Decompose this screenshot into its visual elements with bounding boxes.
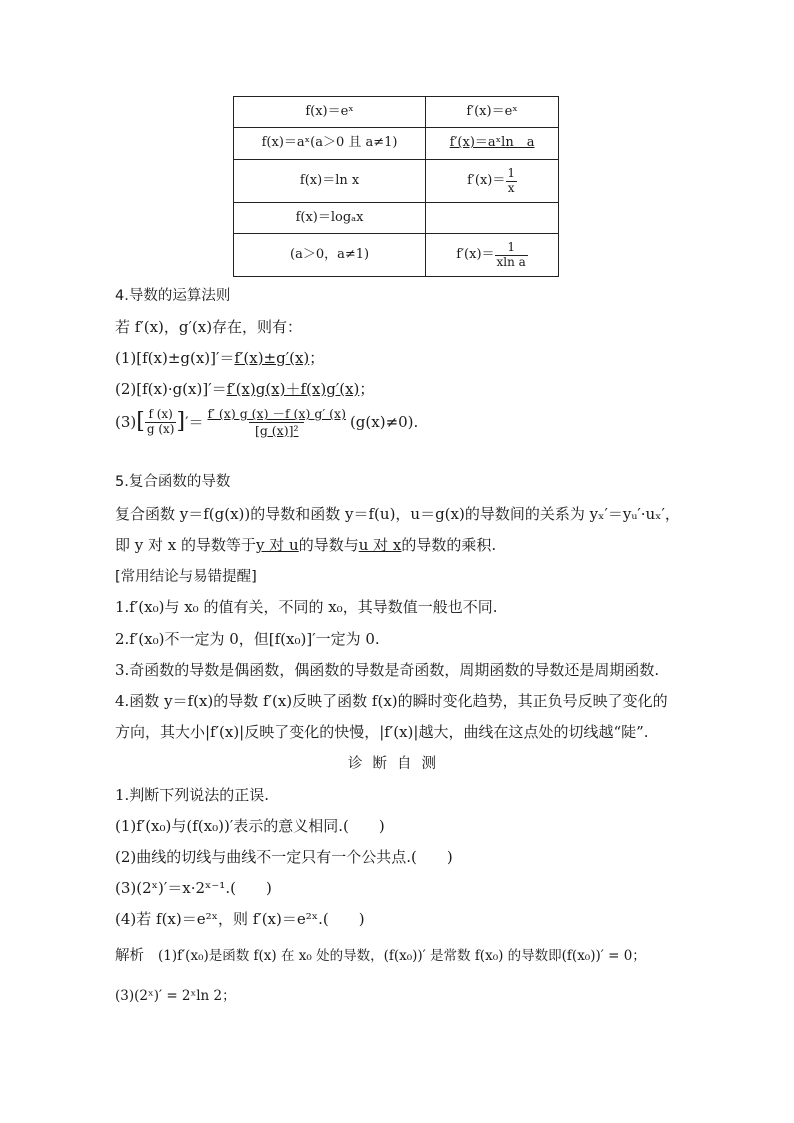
fraction (495, 241, 528, 268)
section-5-title: 5.复合函数的导数 (115, 474, 231, 490)
rule-3-prefix: (3) (115, 413, 137, 432)
answer-underlined: u 对 x (358, 536, 402, 554)
answer-label: 解析 (115, 948, 144, 964)
tip-4-line-1: 4.函数 y＝f(x)的导数 f′(x)反映了函数 f(x)的瞬时变化趋势，其正负号反映了变化的 (115, 692, 668, 710)
quotient-numerator: f (x) (148, 407, 173, 422)
rule-1-suffix: ； (309, 349, 325, 367)
rule-2 (115, 378, 374, 399)
table-cell-derivative (426, 128, 559, 160)
answer-1 (115, 944, 646, 965)
table-cell-function: (a＞0，a≠1) (234, 234, 426, 277)
quotient-rule-denominator (249, 422, 305, 439)
fraction-numerator: 1 (507, 166, 515, 181)
question-3: (3)(2ˣ)′＝x·2ˣ⁻¹.( ) (115, 879, 272, 897)
rule-2-suffix: ； (359, 380, 375, 398)
answer-underlined: f′(x)＝aˣln a (449, 135, 535, 151)
fraction-denominator: xln a (496, 254, 526, 269)
tip-2: 2.f′(x₀)不一定为 0，但[f(x₀)]′一定为 0. (115, 630, 380, 648)
fraction-numerator: 1 (507, 240, 515, 255)
rule-1-prefix: (1)[f(x)±g(x)]′＝ (115, 349, 235, 367)
question-2: (2)曲线的切线与曲线不一定只有一个公共点.( ) (115, 848, 453, 866)
rule-3-suffix: (g(x)≠0). (349, 413, 419, 432)
section-4-title: 4.导数的运算法则 (115, 288, 231, 304)
rule-2-answer: f′(x)g(x)＋f(x)g′(x) (226, 380, 360, 398)
quotient-fraction (145, 408, 177, 435)
fraction-denominator: x (507, 180, 515, 195)
answer-3: (3)(2ˣ)′ = 2ˣln 2； (115, 988, 236, 1004)
table-cell-derivative (426, 234, 559, 277)
tips-title: [常用结论与易错提醒] (115, 569, 257, 585)
table-cell-derivative (426, 160, 559, 203)
derivative-prefix: f′(x)＝ (467, 173, 506, 189)
text-segment: 即 y 对 x 的导数等于 (115, 536, 257, 554)
tip-1: 1.f′(x₀)与 x₀ 的值有关，不同的 x₀，其导数值一般也不同. (115, 598, 498, 616)
left-bracket: [ (136, 409, 145, 435)
right-bracket: ] (176, 409, 186, 435)
section-5-line-1: 复合函数 y＝f(g(x))的导数和函数 y＝f(u)，u＝g(x)的导数间的关系为 yₓ′＝yᵤ′·uₓ′， (115, 505, 680, 523)
rule-2-prefix: (2)[f(x)·g(x)]′＝ (115, 380, 227, 398)
table-cell-derivative (426, 203, 559, 234)
rule-3-equals: ′＝ (185, 413, 204, 432)
table-cell-function: f(x)＝logₐx (234, 203, 426, 234)
rule-1 (115, 347, 324, 368)
rule-1-answer: f′(x)±g′(x) (234, 349, 310, 367)
tip-4-line-2: 方向，其大小|f′(x)|反映了变化的快慢，|f′(x)|越大，曲线在这点处的切线越“陡”. (115, 723, 649, 741)
quotient-rule-numerator: f′ (x) g (x) －f (x) g′ (x) (207, 406, 346, 421)
tip-3: 3.奇函数的导数是偶函数，偶函数的导数是奇函数，周期函数的导数还是周期函数. (115, 661, 660, 679)
derivative-formula-table (233, 96, 559, 277)
answer-1-text: (1)f′(x₀)是函数 f(x) 在 x₀ 处的导数，(f(x₀))′ 是常数 f(x₀) 的导数即(f(x₀))′ = 0； (158, 948, 646, 964)
table-cell-function: f(x)＝eˣ (234, 97, 426, 128)
table-cell-function: f(x)＝aˣ(a＞0 且 a≠1) (234, 128, 426, 160)
rule-3 (115, 406, 418, 438)
table-row (234, 128, 559, 160)
table-row (234, 203, 559, 234)
table-cell-function: f(x)＝ln x (234, 160, 426, 203)
text-segment: 的导数的乘积. (401, 536, 497, 554)
question-1: (1)f′(x₀)与(f(x₀))′表示的意义相同.( ) (115, 817, 385, 835)
answer-underlined: y 对 u (256, 536, 299, 554)
quotient-denominator: g (x) (146, 421, 175, 436)
diagnostic-title: 诊断自测 (348, 756, 446, 772)
fraction (505, 167, 517, 194)
quotient-rule-fraction (203, 406, 349, 438)
quotient-rule-denominator-text: [g (x)]² (254, 422, 299, 438)
section-5-line-2 (115, 534, 496, 555)
question-title: 1.判断下列说法的正误. (115, 786, 270, 804)
text-segment: 的导数与 (298, 536, 359, 554)
section-4-intro: 若 f′(x)，g′(x)存在，则有： (115, 318, 303, 336)
table-row (234, 234, 559, 277)
derivative-prefix: f′(x)＝ (456, 247, 495, 263)
table-row (234, 97, 559, 128)
table-cell-derivative: f′(x)＝eˣ (426, 97, 559, 128)
question-4: (4)若 f(x)＝e²ˣ，则 f′(x)＝e²ˣ.( ) (115, 910, 365, 928)
table-row (234, 160, 559, 203)
